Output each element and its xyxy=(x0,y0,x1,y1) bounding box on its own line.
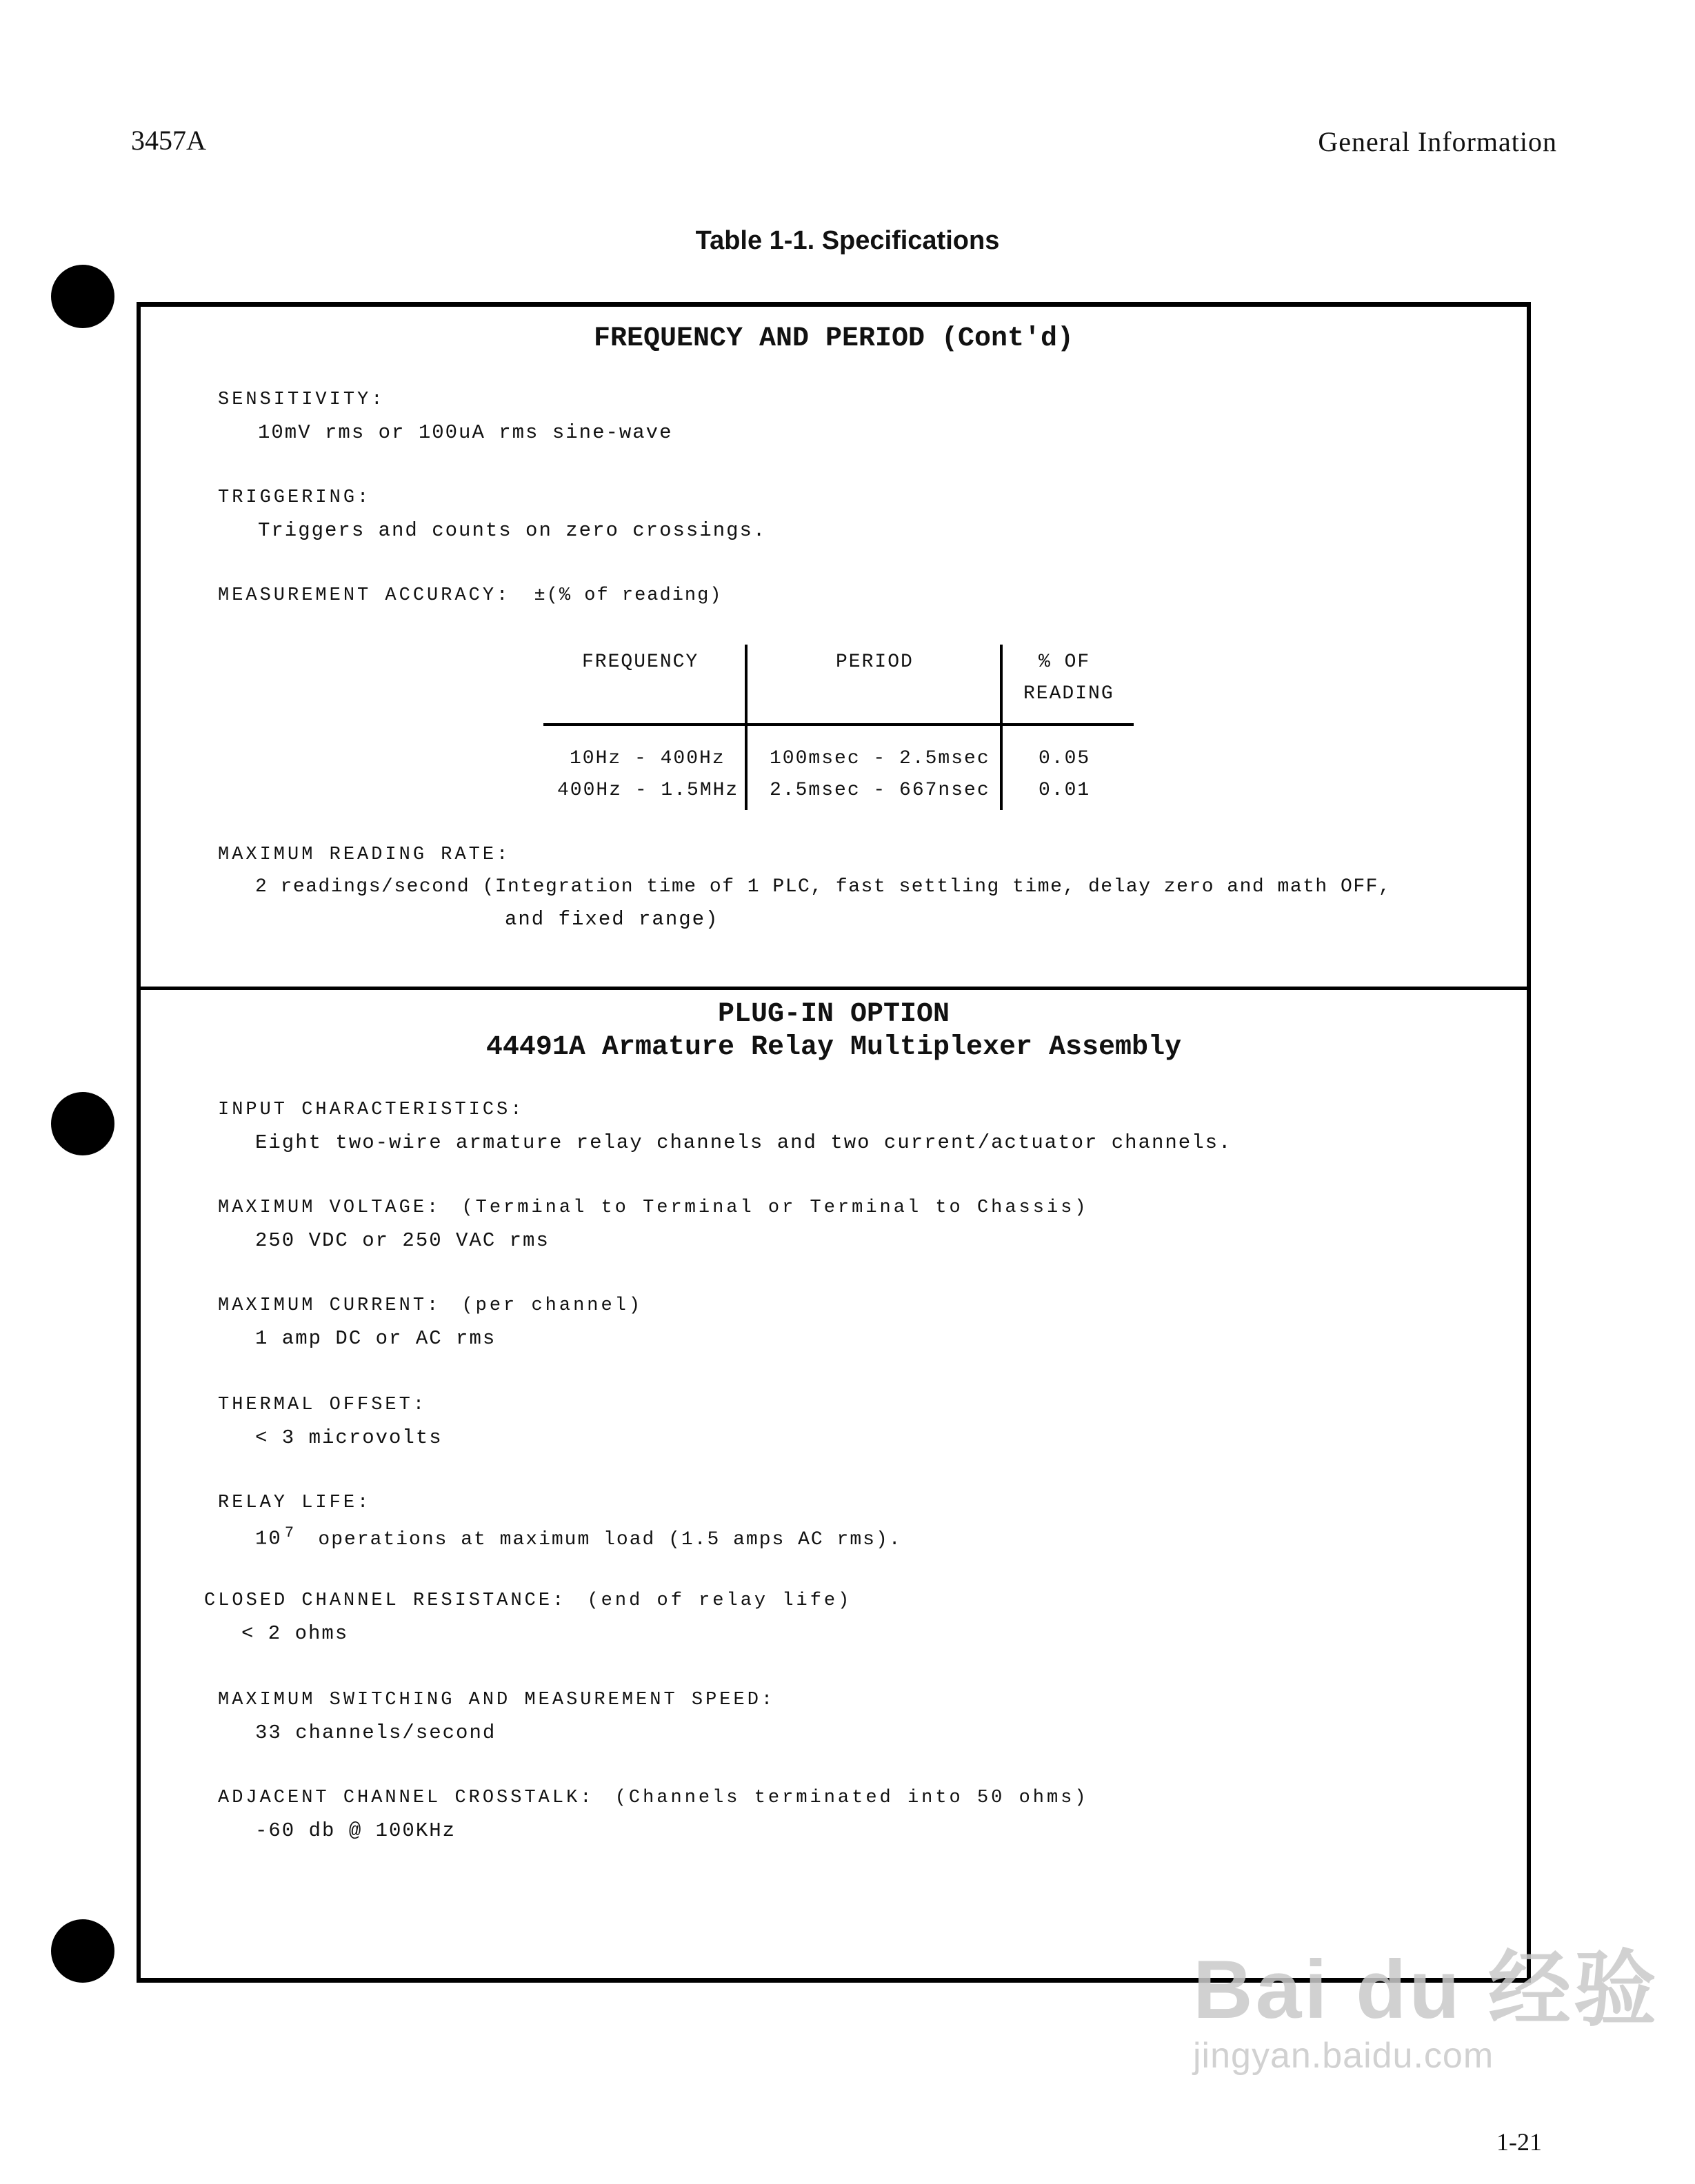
col-header-reading: READING xyxy=(1023,683,1114,705)
plugin-section-subheading: 44491A Armature Relay Multiplexer Assembly xyxy=(485,1032,1182,1063)
relay-life-exponent: 7 xyxy=(284,1524,296,1541)
max-current-value: 1 amp DC or AC rms xyxy=(255,1327,497,1350)
closed-channel-resistance-label-text: CLOSED CHANNEL RESISTANCE: xyxy=(204,1590,567,1611)
closed-channel-resistance-value: < 2 ohms xyxy=(241,1622,349,1645)
max-current-label-text: MAXIMUM CURRENT: xyxy=(218,1295,441,1316)
row-1-period: 100msec - 2.5msec xyxy=(770,748,990,769)
frequency-section-heading: FREQUENCY AND PERIOD (Cont'd) xyxy=(593,323,1074,354)
sensitivity-value: 10mV rms or 100uA rms sine-wave xyxy=(258,421,673,444)
col-header-period: PERIOD xyxy=(836,651,914,673)
row-2-frequency: 400Hz - 1.5MHz xyxy=(557,780,739,801)
accuracy-table-rule xyxy=(543,723,1134,726)
accuracy-note: ±(% of reading) xyxy=(534,585,723,606)
punch-hole-top xyxy=(51,265,114,328)
section-title: General Information xyxy=(1318,126,1557,157)
row-1-reading: 0.05 xyxy=(1039,748,1091,769)
switching-speed-value: 33 channels/second xyxy=(255,1721,497,1744)
thermal-offset-value: < 3 microvolts xyxy=(255,1426,443,1449)
accuracy-table-divider xyxy=(1000,645,1003,810)
page-number: 1-21 xyxy=(1496,2128,1542,2156)
input-characteristics-label: INPUT CHARACTERISTICS: xyxy=(218,1100,525,1120)
sensitivity-label: SENSITIVITY: xyxy=(218,390,385,410)
max-reading-rate-value-line2: and fixed range) xyxy=(505,908,719,931)
closed-channel-resistance-note: (end of relay life) xyxy=(587,1590,852,1611)
specifications-table xyxy=(137,302,1531,1983)
relay-life-label: RELAY LIFE: xyxy=(218,1493,372,1513)
accuracy-label xyxy=(218,585,723,606)
table-caption: Table 1-1. Specifications xyxy=(695,226,1000,255)
row-2-period: 2.5msec - 667nsec xyxy=(770,780,990,801)
thermal-offset-label: THERMAL OFFSET: xyxy=(218,1395,428,1415)
crosstalk-note: (Channels terminated into 50 ohms) xyxy=(614,1788,1089,1808)
plugin-section-heading: PLUG-IN OPTION xyxy=(717,999,950,1030)
row-1-frequency: 10Hz - 400Hz xyxy=(570,748,725,769)
max-voltage-label-text: MAXIMUM VOLTAGE: xyxy=(218,1197,441,1218)
crosstalk-label xyxy=(218,1788,1089,1808)
max-reading-rate-label: MAXIMUM READING RATE: xyxy=(218,845,511,865)
max-voltage-note: (Terminal to Terminal or Terminal to Chassis) xyxy=(461,1197,1089,1218)
baidu-watermark xyxy=(1193,1923,1659,2076)
punch-hole-middle xyxy=(51,1092,114,1155)
input-characteristics-value: Eight two-wire armature relay channels and two current/actuator channels. xyxy=(255,1131,1232,1154)
max-current-note: (per channel) xyxy=(461,1295,643,1316)
max-reading-rate-value-line1: 2 readings/second (Integration time of 1 PLC, fast settling time, delay zero and math OFF, xyxy=(255,876,1392,898)
watermark-brand: Bai du 经验 xyxy=(1193,1943,1660,2036)
max-voltage-value: 250 VDC or 250 VAC rms xyxy=(255,1229,550,1252)
accuracy-label-text: MEASUREMENT ACCURACY: xyxy=(218,585,511,606)
section-divider xyxy=(141,987,1527,990)
col-header-percent-of: % OF xyxy=(1039,651,1091,673)
punch-hole-bottom xyxy=(51,1919,114,1983)
relay-life-value: operations at maximum load (1.5 amps AC rms). xyxy=(318,1528,902,1550)
triggering-label: TRIGGERING: xyxy=(218,487,372,508)
relay-life-base: 10 xyxy=(255,1527,282,1550)
row-2-reading: 0.01 xyxy=(1039,780,1091,801)
switching-speed-label: MAXIMUM SWITCHING AND MEASUREMENT SPEED: xyxy=(218,1690,776,1710)
crosstalk-label-text: ADJACENT CHANNEL CROSSTALK: xyxy=(218,1788,594,1808)
accuracy-table-divider xyxy=(745,645,748,810)
col-header-frequency: FREQUENCY xyxy=(582,651,699,673)
closed-channel-resistance-label xyxy=(204,1590,852,1611)
max-current-label xyxy=(218,1295,643,1316)
max-voltage-label xyxy=(218,1197,1089,1218)
relay-life-value-line xyxy=(255,1524,902,1550)
document-id: 3457A xyxy=(131,125,206,156)
triggering-value: Triggers and counts on zero crossings. xyxy=(258,519,767,542)
watermark-url: jingyan.baidu.com xyxy=(1193,2036,1494,2076)
crosstalk-value: -60 db @ 100KHz xyxy=(255,1819,457,1842)
